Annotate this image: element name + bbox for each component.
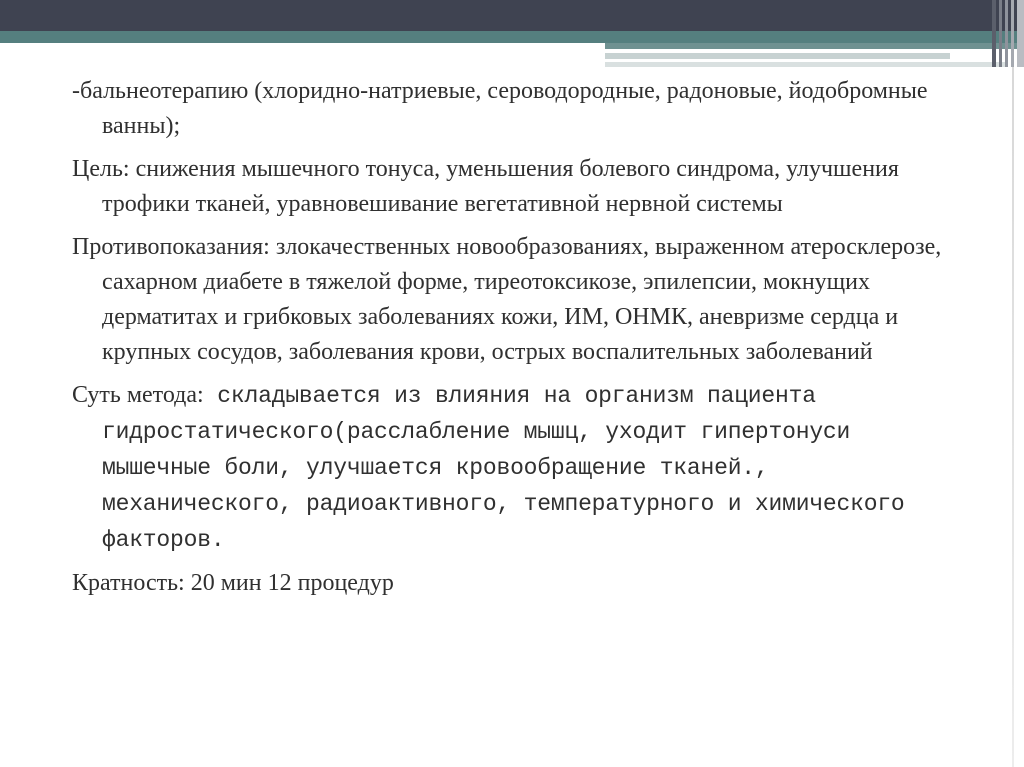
paragraph-contraindications — [72, 230, 972, 370]
slide-content — [72, 74, 972, 609]
paragraph-lead: Кратность: — [72, 570, 185, 596]
slide-edge-shadow — [1012, 67, 1014, 767]
header-light-band — [605, 53, 950, 59]
paragraph-method — [72, 378, 972, 558]
paragraph-balneotherapy — [72, 74, 972, 144]
paragraph-goal — [72, 152, 972, 222]
header-vertical-stripe — [992, 0, 996, 67]
paragraph-frequency — [72, 566, 972, 601]
paragraph-lead: Суть метода: — [72, 382, 204, 408]
paragraph-body: снижения мышечного тонуса, уменьшения болевого синдрома, улучшения трофики тканей, уравновешивание вегетативной нервной системы — [102, 156, 899, 217]
header-teal-band — [0, 31, 1024, 43]
header-vertical-stripe — [1017, 0, 1024, 67]
paragraph-lead: Цель: — [72, 156, 136, 182]
paragraph-lead: Противопоказания: — [72, 234, 270, 260]
paragraph-body: злокачественных новообразованиях, выраженном атеросклерозе, сахарном диабете в тяжелой форме, тиреотоксикозе, эпилепсии, мокнущих дерматитах и грибковых заболеваниях кожи, ИМ, ОНМК, аневризме сердца и крупных сосудов, заболевания крови, острых воспалительных заболеваний — [102, 234, 942, 365]
header-dark-band — [0, 0, 1024, 31]
header-vertical-stripe — [1011, 0, 1014, 67]
header-light-band-2 — [605, 62, 1005, 67]
header-teal-thin-band — [605, 43, 1024, 49]
header-vertical-stripe — [1005, 0, 1008, 67]
header-vertical-stripe — [999, 0, 1002, 67]
paragraph-body: -бальнеотерапию (хлоридно-натриевые, сероводородные, радоновые, йодобромные ванны); — [72, 78, 928, 139]
paragraph-body: складывается из влияния на организм пациента гидростатического(расслабление мышц, уходит гипертонуси мышечные боли, улучшается кровообращение тканей., механического, радиоактивного, температурного и химического факторов. — [102, 383, 905, 553]
paragraph-body: 20 мин 12 процедур — [184, 570, 394, 596]
